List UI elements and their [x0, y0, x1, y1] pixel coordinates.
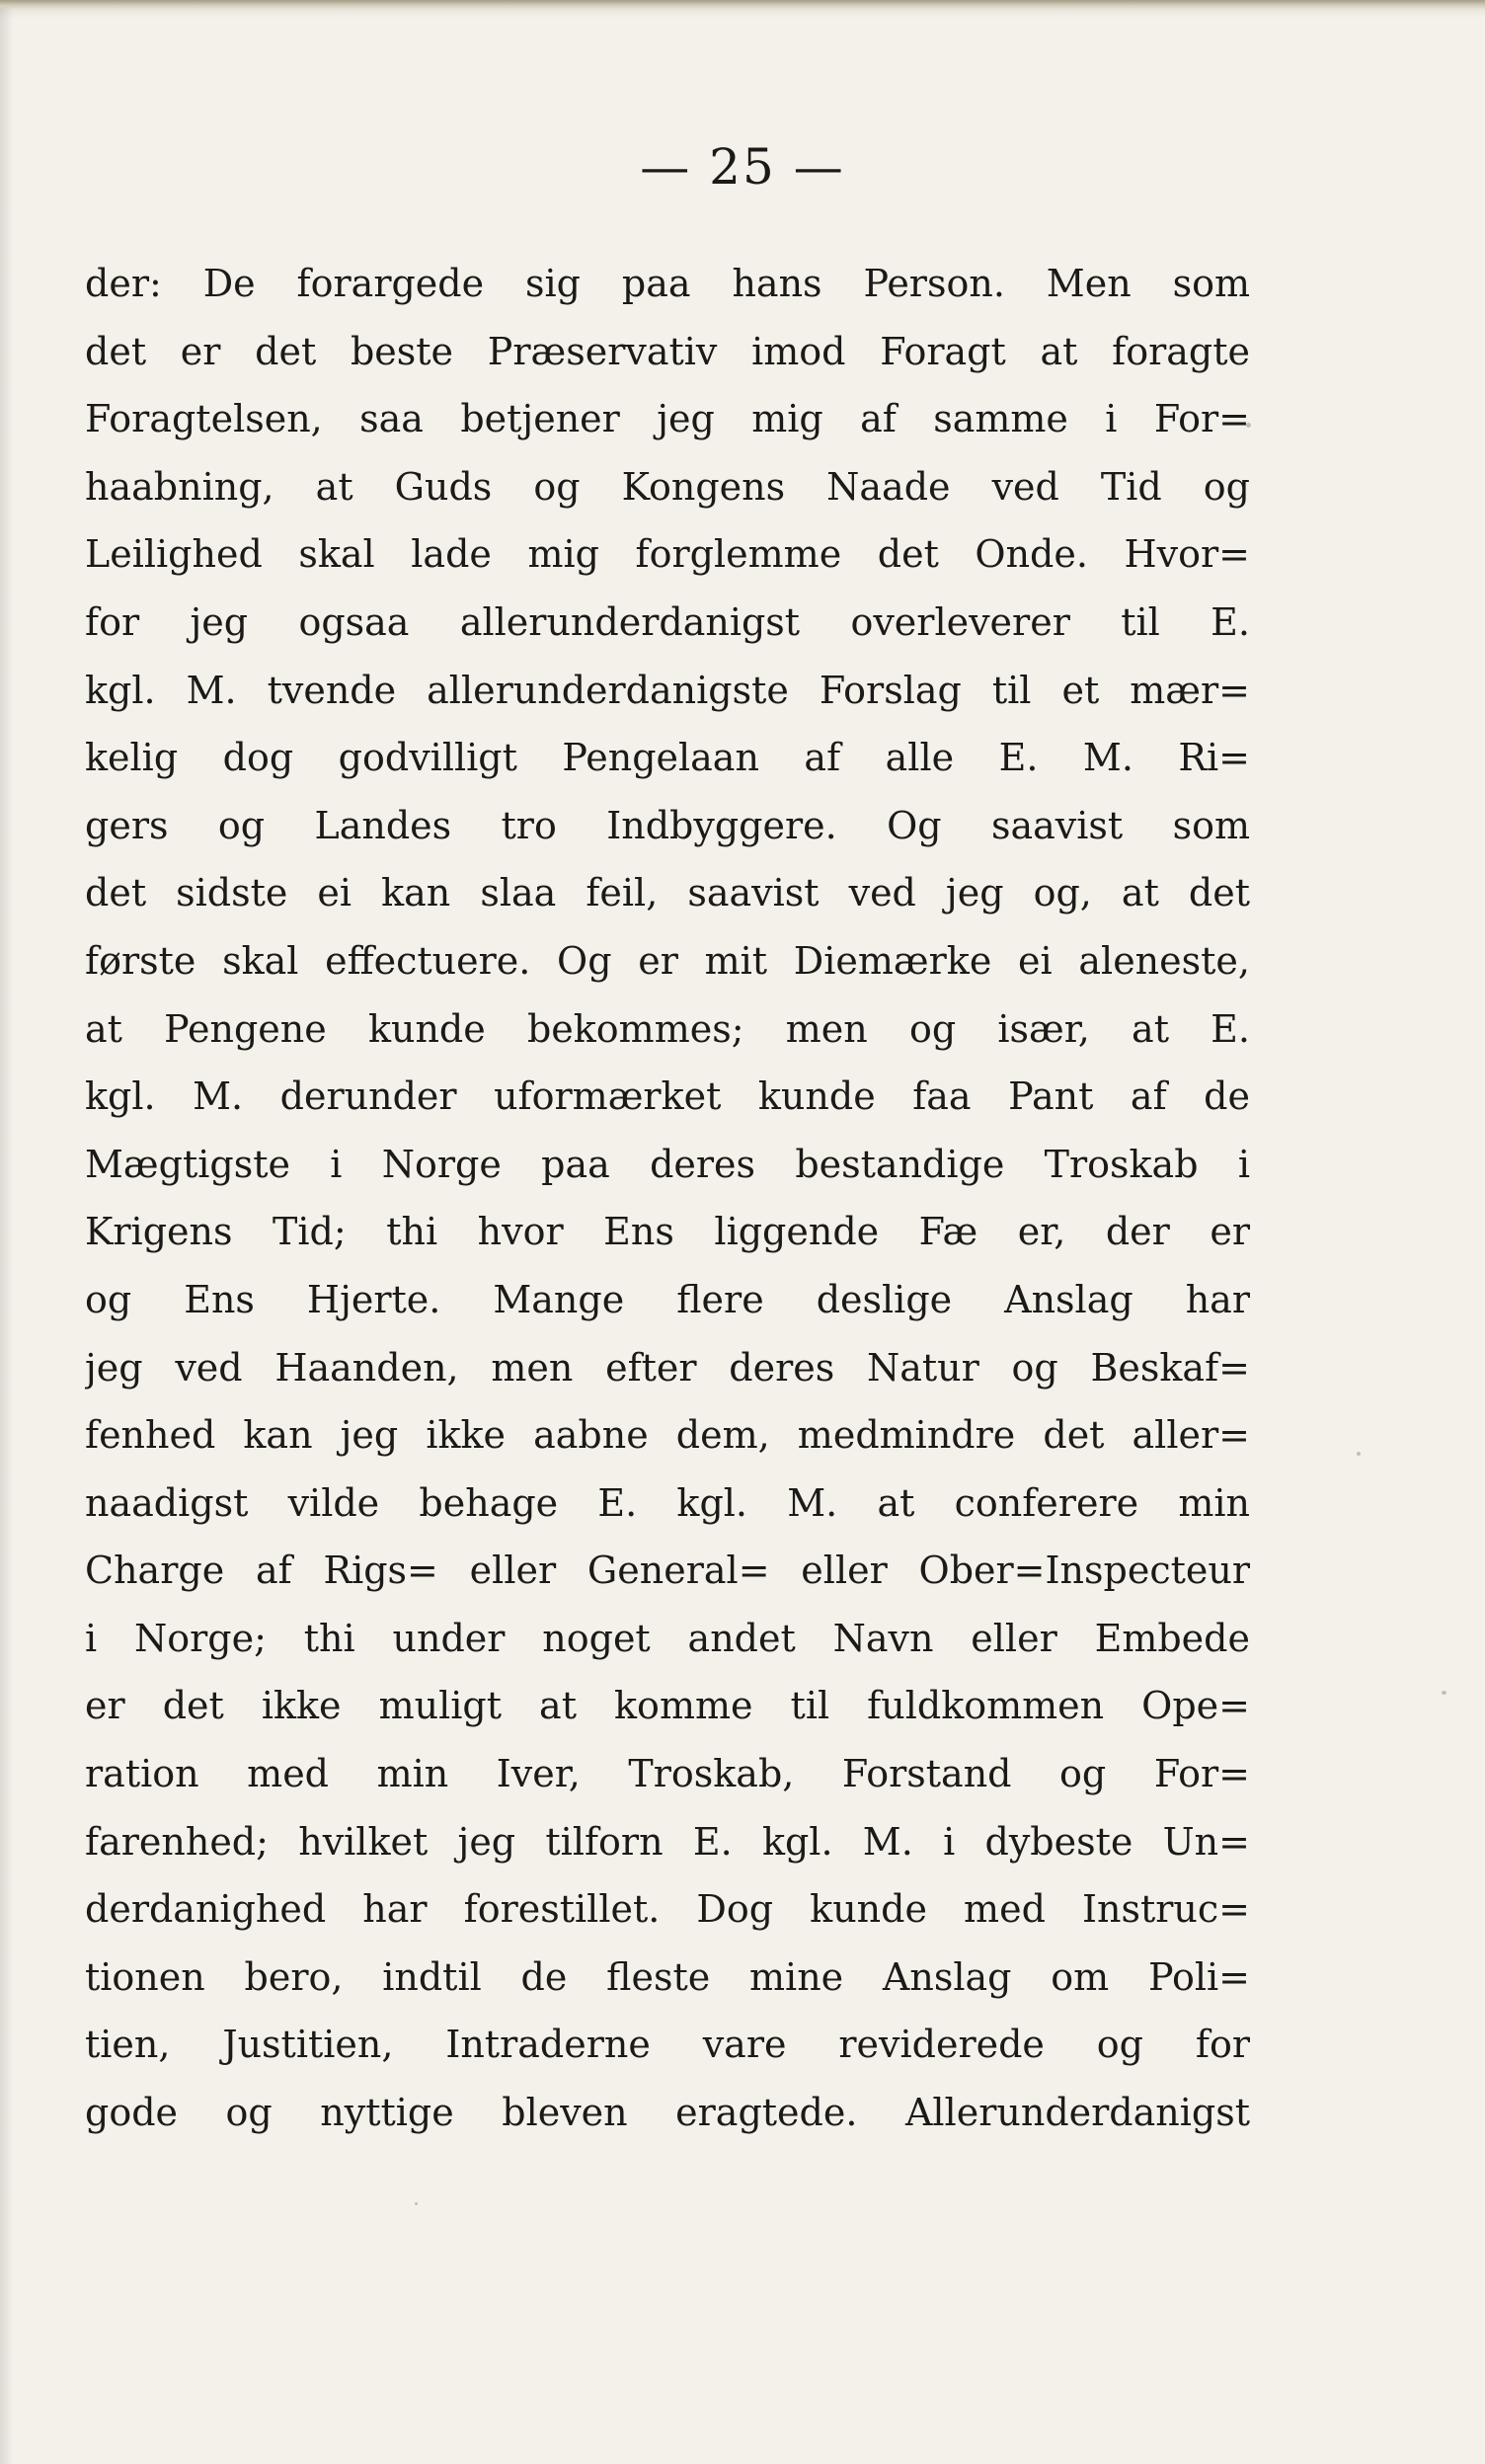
text-line: Foragtelsen, saa betjener jeg mig af samme i For=: [85, 397, 1250, 441]
paper-speck: [1357, 1452, 1361, 1456]
text-line: tionen bero, indtil de fleste mine Anslag om Poli=: [85, 1954, 1250, 1999]
text-line: det sidste ei kan slaa feil, saavist ved jeg og, at det: [85, 871, 1250, 915]
text-line: første skal effectuere. Og er mit Diemærke ei aleneste,: [85, 938, 1250, 983]
text-line: fenhed kan jeg ikke aabne dem, medmindre det aller=: [85, 1413, 1250, 1458]
page-top-edge: [0, 0, 1485, 10]
text-line: Charge af Rigs= eller General= eller Ober=Inspecteur: [85, 1549, 1250, 1593]
body-text: [85, 250, 1250, 2147]
text-line: kgl. M. tvende allerunderdanigste Forslag til et mær=: [85, 668, 1250, 712]
text-line: ration med min Iver, Troskab, Forstand og For=: [85, 1752, 1250, 1796]
text-line: kgl. M. derunder uformærket kunde faa Pant af de: [85, 1074, 1250, 1119]
text-line: og Ens Hjerte. Mange flere deslige Anslag har: [85, 1277, 1250, 1321]
text-line: naadigst vilde behage E. kgl. M. at conferere min: [85, 1480, 1250, 1525]
text-line: jeg ved Haanden, men efter deres Natur og Beskaf=: [85, 1345, 1250, 1390]
text-line: gers og Landes tro Indbyggere. Og saavist som: [85, 803, 1250, 847]
page-number: — 25 —: [640, 138, 845, 196]
text-line: at Pengene kunde bekommes; men og især, at E.: [85, 1006, 1250, 1051]
text-line: Krigens Tid; thi hvor Ens liggende Fæ er, der er: [85, 1210, 1250, 1254]
text-line: tien, Justitien, Intraderne vare reviderede og for: [85, 2023, 1250, 2067]
text-line: i Norge; thi under noget andet Navn eller Embede: [85, 1616, 1250, 1660]
text-line: gode og nyttige bleven eragtede. Allerunderdanigst: [85, 2091, 1250, 2135]
text-line: Leilighed skal lade mig forglemme det Onde. Hvor=: [85, 532, 1250, 577]
text-line: haabning, at Guds og Kongens Naade ved Tid og: [85, 464, 1250, 509]
text-line: farenhed; hvilket jeg tilforn E. kgl. M. i dybeste Un=: [85, 1819, 1250, 1864]
paper-speck: [1442, 1691, 1446, 1695]
text-line: Mægtigste i Norge paa deres bestandige Troskab i: [85, 1142, 1250, 1186]
text-line: det er det beste Præservativ imod Foragt at foragte: [85, 329, 1250, 373]
paper-speck: [415, 2202, 418, 2205]
text-line: der: De forargede sig paa hans Person. Men som: [85, 262, 1250, 305]
text-line: derdanighed har forestillet. Dog kunde med Instruc=: [85, 1887, 1250, 1932]
text-line: er det ikke muligt at komme til fuldkommen Ope=: [85, 1684, 1250, 1728]
text-line: kelig dog godvilligt Pengelaan af alle E. M. Ri=: [85, 736, 1250, 780]
text-line: for jeg ogsaa allerunderdanigst overleverer til E.: [85, 599, 1250, 644]
